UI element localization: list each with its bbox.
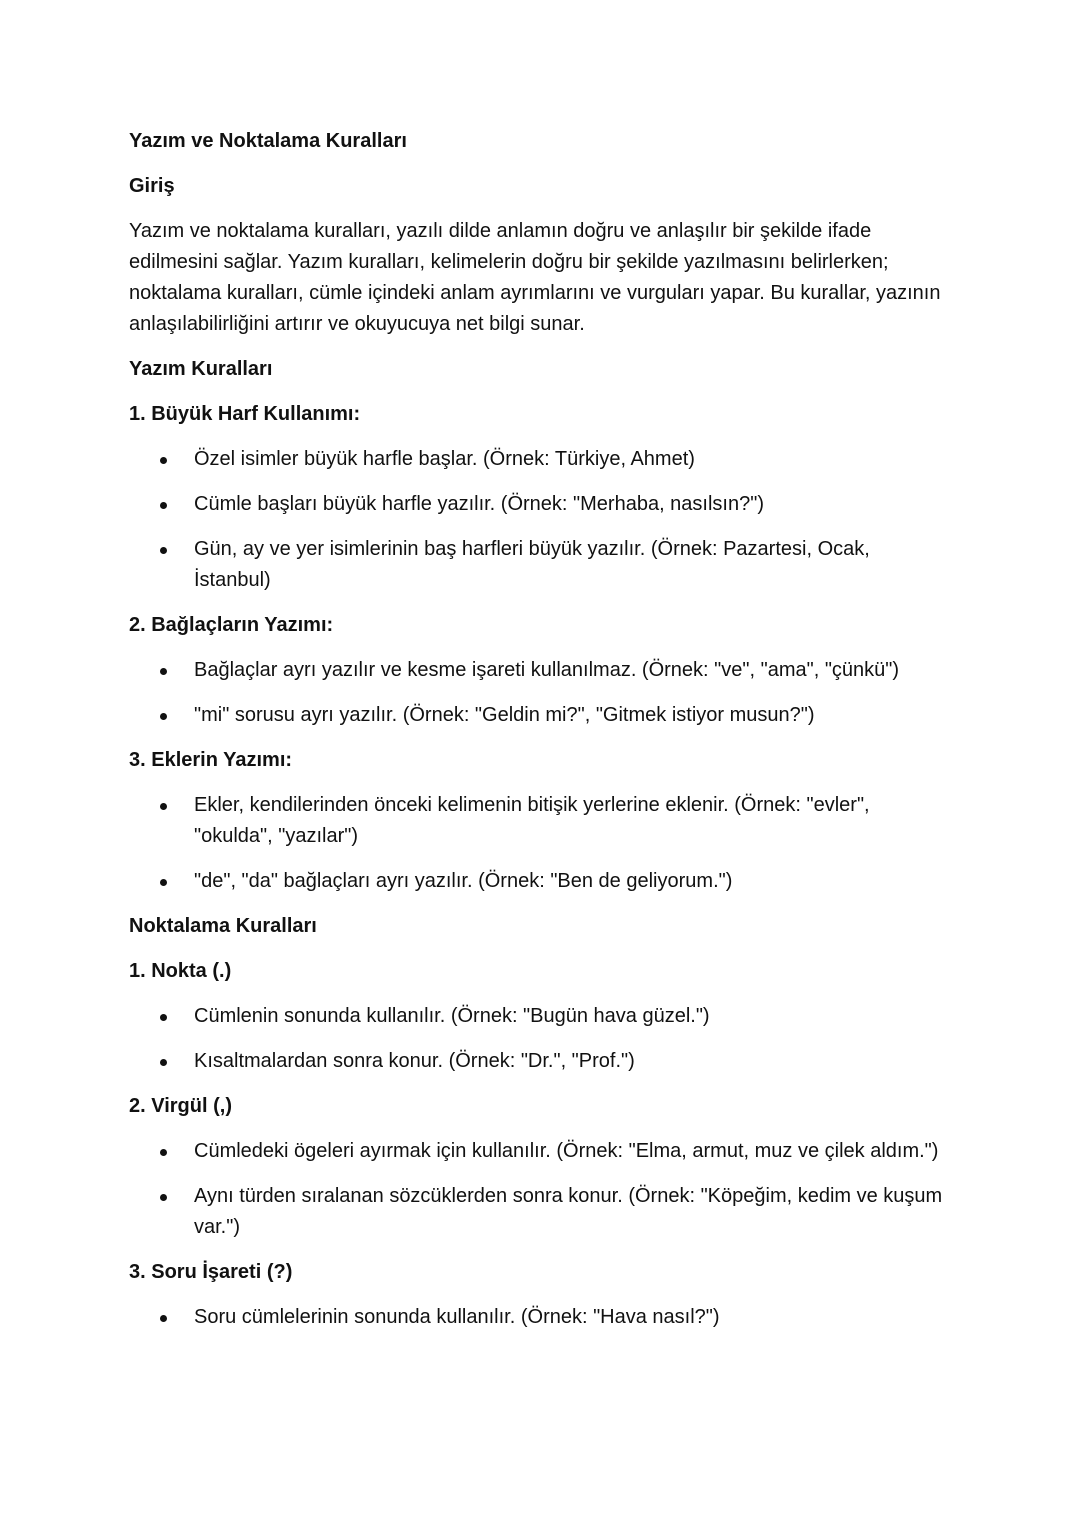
bullet-list xyxy=(129,655,949,731)
list-item xyxy=(129,489,949,520)
list-item-text: Cümlenin sonunda kullanılır. (Örnek: "Bugün hava güzel.") xyxy=(194,1005,710,1027)
list-item-text: Aynı türden sıralanan sözcüklerden sonra konur. (Örnek: "Köpeğim, kedim ve kuşum var.") xyxy=(194,1185,943,1238)
document-title: Yazım ve Noktalama Kuralları xyxy=(129,130,407,152)
subsection-heading: 1. Nokta (.) xyxy=(129,960,232,982)
bullet-list xyxy=(129,1001,949,1077)
bullet-icon xyxy=(160,547,167,554)
list-item-text: "de", "da" bağlaçları ayrı yazılır. (Örnek: "Ben de geliyorum.") xyxy=(194,870,733,892)
bullet-list xyxy=(129,790,949,897)
subsection-heading: 2. Virgül (,) xyxy=(129,1095,232,1117)
list-item-text: Kısaltmalardan sonra konur. (Örnek: "Dr.", "Prof.") xyxy=(194,1050,635,1072)
list-item-text: Soru cümlelerinin sonunda kullanılır. (Örnek: "Hava nasıl?") xyxy=(194,1306,720,1328)
bullet-icon xyxy=(160,803,167,810)
bullet-icon xyxy=(160,457,167,464)
list-item-text: Cümle başları büyük harfle yazılır. (Örnek: "Merhaba, nasılsın?") xyxy=(194,493,764,515)
section-heading-yazim: Yazım Kuralları xyxy=(129,358,273,380)
document-page xyxy=(129,126,949,1347)
subsection-heading: 2. Bağlaçların Yazımı: xyxy=(129,614,334,636)
list-item xyxy=(129,444,949,475)
list-item xyxy=(129,866,949,897)
list-item-text: Özel isimler büyük harfle başlar. (Örnek: Türkiye, Ahmet) xyxy=(194,448,695,470)
list-item-text: "mi" sorusu ayrı yazılır. (Örnek: "Geldin mi?", "Gitmek istiyor musun?") xyxy=(194,704,815,726)
list-item xyxy=(129,1001,949,1032)
intro-paragraph: Yazım ve noktalama kuralları, yazılı dilde anlamın doğru ve anlaşılır bir şekilde ifade edilmesini sağlar. Yazım kuralları, kelimelerin doğru bir şekilde yazılmasını belirlerken; noktalama kuralları, cümle içindeki anlam ayrımlarını ve vurguları yapar. Bu kurallar, yazının anlaşılabilirliğini artırır ve okuyucuya net bilgi sunar. xyxy=(129,220,941,335)
bullet-icon xyxy=(160,502,167,509)
list-item xyxy=(129,700,949,731)
bullet-icon xyxy=(160,713,167,720)
bullet-list xyxy=(129,444,949,596)
bullet-icon xyxy=(160,1194,167,1201)
bullet-icon xyxy=(160,1315,167,1322)
list-item xyxy=(129,1136,949,1167)
bullet-icon xyxy=(160,1014,167,1021)
bullet-list xyxy=(129,1302,949,1333)
list-item xyxy=(129,1046,949,1077)
list-item xyxy=(129,1302,949,1333)
list-item-text: Ekler, kendilerinden önceki kelimenin bitişik yerlerine eklenir. (Örnek: "evler", "okulda", "yazılar") xyxy=(194,794,870,847)
list-item-text: Cümledeki ögeleri ayırmak için kullanılır. (Örnek: "Elma, armut, muz ve çilek aldım.") xyxy=(194,1140,939,1162)
list-item xyxy=(129,655,949,686)
bullet-list xyxy=(129,1136,949,1243)
subsection-heading: 3. Eklerin Yazımı: xyxy=(129,749,293,771)
bullet-icon xyxy=(160,1059,167,1066)
bullet-icon xyxy=(160,1149,167,1156)
bullet-icon xyxy=(160,668,167,675)
subsection-heading: 1. Büyük Harf Kullanımı: xyxy=(129,403,361,425)
list-item-text: Bağlaçlar ayrı yazılır ve kesme işareti kullanılmaz. (Örnek: "ve", "ama", "çünkü") xyxy=(194,659,900,681)
section-heading-noktalama: Noktalama Kuralları xyxy=(129,915,317,937)
list-item xyxy=(129,1181,949,1243)
list-item-text: Gün, ay ve yer isimlerinin baş harfleri büyük yazılır. (Örnek: Pazartesi, Ocak, İstanbul) xyxy=(194,538,870,591)
bullet-icon xyxy=(160,879,167,886)
list-item xyxy=(129,790,949,852)
intro-heading: Giriş xyxy=(129,175,175,197)
subsection-heading: 3. Soru İşareti (?) xyxy=(129,1261,293,1283)
list-item xyxy=(129,534,949,596)
